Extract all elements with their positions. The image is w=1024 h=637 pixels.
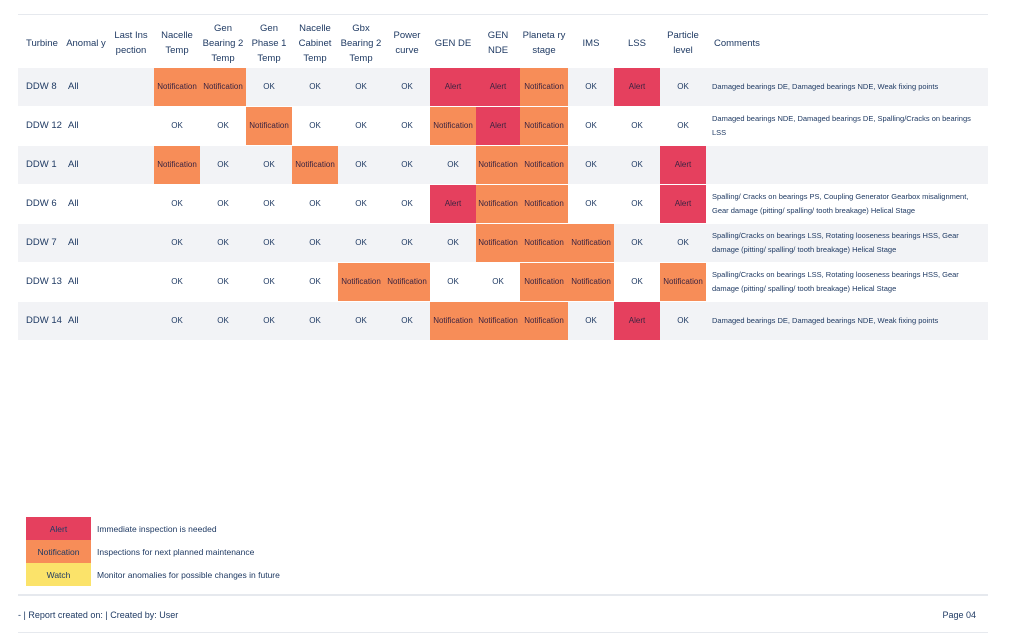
status-cell-gen-de: Alert xyxy=(430,68,476,107)
last-inspection-cell xyxy=(108,263,154,302)
status-cell-planetary-stage: Notification xyxy=(520,224,568,263)
status-cell-power-curve: OK xyxy=(384,68,430,107)
status-cell-gen-phase-1-temp: OK xyxy=(246,224,292,263)
table-row xyxy=(18,107,988,146)
status-cell-nacelle-temp: OK xyxy=(154,107,200,146)
comments-cell: Damaged bearings NDE, Damaged bearings DE, Spalling/Cracks on bearings LSS xyxy=(706,107,988,146)
status-cell-nacelle-cabinet-temp: Notification xyxy=(292,146,338,185)
status-cell-planetary-stage: Notification xyxy=(520,263,568,302)
status-cell-particle-level: OK xyxy=(660,68,706,107)
status-cell-gbx-bearing-2-temp: OK xyxy=(338,68,384,107)
status-cell-nacelle-cabinet-temp: OK xyxy=(292,302,338,341)
status-cell-nacelle-temp: OK xyxy=(154,185,200,224)
legend-description: Inspections for next planned maintenance xyxy=(97,546,255,557)
status-cell-lss: Alert xyxy=(614,68,660,107)
column-header-gen-nde: GEN NDE xyxy=(476,18,520,68)
status-cell-gen-bearing-2-temp: OK xyxy=(200,146,246,185)
status-cell-gbx-bearing-2-temp: OK xyxy=(338,224,384,263)
status-cell-ims: OK xyxy=(568,302,614,341)
turbine-cell: DDW 6 xyxy=(18,185,64,224)
status-cell-nacelle-temp: OK xyxy=(154,224,200,263)
status-cell-nacelle-cabinet-temp: OK xyxy=(292,263,338,302)
status-cell-planetary-stage: Notification xyxy=(520,302,568,341)
status-cell-gen-phase-1-temp: OK xyxy=(246,185,292,224)
status-cell-gen-nde: OK xyxy=(476,263,520,302)
status-cell-gen-bearing-2-temp: OK xyxy=(200,107,246,146)
status-cell-planetary-stage: Notification xyxy=(520,146,568,185)
last-inspection-cell xyxy=(108,68,154,107)
status-cell-particle-level: Alert xyxy=(660,146,706,185)
status-cell-lss: OK xyxy=(614,224,660,263)
status-cell-nacelle-cabinet-temp: OK xyxy=(292,68,338,107)
last-inspection-cell xyxy=(108,302,154,341)
anomaly-cell: All xyxy=(64,107,108,146)
column-header-turbine: Turbine xyxy=(18,18,64,68)
comments-cell: Spalling/Cracks on bearings LSS, Rotating looseness bearings HSS, Gear damage (pitting/ spalling/ tooth breakage) Helical Stage xyxy=(706,224,988,263)
legend-item-alert xyxy=(26,517,280,540)
comments-cell xyxy=(706,146,988,185)
turbine-cell: DDW 13 xyxy=(18,263,64,302)
status-cell-gen-de: OK xyxy=(430,263,476,302)
status-cell-gen-phase-1-temp: OK xyxy=(246,263,292,302)
status-cell-gen-nde: Notification xyxy=(476,224,520,263)
column-header-particle-level: Particle level xyxy=(660,18,706,68)
status-cell-power-curve: OK xyxy=(384,146,430,185)
status-cell-gen-nde: Notification xyxy=(476,302,520,341)
legend-item-watch xyxy=(26,563,280,586)
legend-swatch: Alert xyxy=(26,517,91,540)
status-cell-gen-phase-1-temp: OK xyxy=(246,302,292,341)
column-header-anomaly: Anomal y xyxy=(64,18,108,68)
status-cell-nacelle-temp: OK xyxy=(154,263,200,302)
status-cell-particle-level: Alert xyxy=(660,185,706,224)
anomaly-cell: All xyxy=(64,224,108,263)
legend-description: Monitor anomalies for possible changes in future xyxy=(97,569,280,580)
table-row xyxy=(18,185,988,224)
status-cell-planetary-stage: Notification xyxy=(520,185,568,224)
status-cell-gen-nde: Notification xyxy=(476,185,520,224)
status-cell-planetary-stage: Notification xyxy=(520,107,568,146)
table-row xyxy=(18,68,988,107)
table-row xyxy=(18,146,988,185)
status-cell-lss: OK xyxy=(614,263,660,302)
column-header-comments: Comments xyxy=(706,18,988,68)
status-cell-gbx-bearing-2-temp: OK xyxy=(338,107,384,146)
table-row xyxy=(18,224,988,263)
table-row xyxy=(18,302,988,341)
anomaly-cell: All xyxy=(64,146,108,185)
status-cell-gen-bearing-2-temp: OK xyxy=(200,263,246,302)
last-inspection-cell xyxy=(108,146,154,185)
column-header-gen-de: GEN DE xyxy=(430,18,476,68)
turbine-cell: DDW 7 xyxy=(18,224,64,263)
legend-item-notification xyxy=(26,540,280,563)
comments-cell: Spalling/Cracks on bearings LSS, Rotating looseness bearings HSS, Gear damage (pitting/ spalling/ tooth breakage) Helical Stage xyxy=(706,263,988,302)
anomaly-cell: All xyxy=(64,302,108,341)
status-cell-gen-de: Notification xyxy=(430,107,476,146)
status-cell-gen-phase-1-temp: Notification xyxy=(246,107,292,146)
status-legend xyxy=(26,517,280,586)
top-divider xyxy=(18,14,988,15)
bottom-divider xyxy=(18,632,988,633)
status-cell-particle-level: Notification xyxy=(660,263,706,302)
last-inspection-cell xyxy=(108,185,154,224)
last-inspection-cell xyxy=(108,107,154,146)
footer-divider xyxy=(18,594,988,596)
anomaly-cell: All xyxy=(64,263,108,302)
turbine-cell: DDW 14 xyxy=(18,302,64,341)
comments-cell: Damaged bearings DE, Damaged bearings NDE, Weak fixing points xyxy=(706,68,988,107)
status-cell-gen-de: Notification xyxy=(430,302,476,341)
status-cell-particle-level: OK xyxy=(660,302,706,341)
status-cell-gbx-bearing-2-temp: OK xyxy=(338,185,384,224)
status-cell-nacelle-temp: OK xyxy=(154,302,200,341)
status-cell-gen-nde: Alert xyxy=(476,68,520,107)
status-cell-planetary-stage: Notification xyxy=(520,68,568,107)
column-header-nacelle-temp: Nacelle Temp xyxy=(154,18,200,68)
status-cell-power-curve: OK xyxy=(384,185,430,224)
footer-report-info: - | Report created on: | Created by: User xyxy=(18,610,179,620)
status-cell-gbx-bearing-2-temp: OK xyxy=(338,146,384,185)
turbine-status-table xyxy=(18,18,988,341)
status-cell-gen-nde: Notification xyxy=(476,146,520,185)
status-cell-gen-bearing-2-temp: Notification xyxy=(200,68,246,107)
status-cell-gen-bearing-2-temp: OK xyxy=(200,185,246,224)
status-cell-gen-bearing-2-temp: OK xyxy=(200,302,246,341)
column-header-gen-bearing-2-temp: Gen Bearing 2 Temp xyxy=(200,18,246,68)
table-header-row xyxy=(18,18,988,68)
status-cell-lss: OK xyxy=(614,185,660,224)
comments-cell: Spalling/ Cracks on bearings PS, Coupling Generator Gearbox misalignment, Gear damage (pitting/ spalling/ tooth breakage) Helical Stage xyxy=(706,185,988,224)
table-body xyxy=(18,68,988,341)
status-cell-ims: OK xyxy=(568,146,614,185)
turbine-cell: DDW 8 xyxy=(18,68,64,107)
page-number: Page 04 xyxy=(942,610,976,620)
legend-swatch: Watch xyxy=(26,563,91,586)
status-cell-ims: OK xyxy=(568,68,614,107)
status-cell-power-curve: Notification xyxy=(384,263,430,302)
status-cell-nacelle-cabinet-temp: OK xyxy=(292,185,338,224)
column-header-power-curve: Power curve xyxy=(384,18,430,68)
column-header-gbx-bearing-2-temp: Gbx Bearing 2 Temp xyxy=(338,18,384,68)
status-cell-gen-phase-1-temp: OK xyxy=(246,68,292,107)
status-cell-lss: OK xyxy=(614,107,660,146)
column-header-lss: LSS xyxy=(614,18,660,68)
status-cell-ims: OK xyxy=(568,107,614,146)
status-cell-lss: OK xyxy=(614,146,660,185)
legend-description: Immediate inspection is needed xyxy=(97,523,217,534)
status-cell-gen-de: Alert xyxy=(430,185,476,224)
status-cell-power-curve: OK xyxy=(384,107,430,146)
anomaly-cell: All xyxy=(64,68,108,107)
comments-cell: Damaged bearings DE, Damaged bearings NDE, Weak fixing points xyxy=(706,302,988,341)
status-cell-lss: Alert xyxy=(614,302,660,341)
column-header-gen-phase-1-temp: Gen Phase 1 Temp xyxy=(246,18,292,68)
status-cell-nacelle-temp: Notification xyxy=(154,146,200,185)
turbine-cell: DDW 1 xyxy=(18,146,64,185)
column-header-nacelle-cabinet-temp: Nacelle Cabinet Temp xyxy=(292,18,338,68)
column-header-planetary-stage: Planeta ry stage xyxy=(520,18,568,68)
status-cell-power-curve: OK xyxy=(384,224,430,263)
status-cell-gen-phase-1-temp: OK xyxy=(246,146,292,185)
status-cell-gen-bearing-2-temp: OK xyxy=(200,224,246,263)
status-cell-nacelle-cabinet-temp: OK xyxy=(292,224,338,263)
status-cell-gen-de: OK xyxy=(430,224,476,263)
column-header-last-inspection: Last Ins pection xyxy=(108,18,154,68)
status-cell-ims: Notification xyxy=(568,224,614,263)
table-row xyxy=(18,263,988,302)
status-cell-gbx-bearing-2-temp: Notification xyxy=(338,263,384,302)
status-cell-power-curve: OK xyxy=(384,302,430,341)
status-cell-gen-de: OK xyxy=(430,146,476,185)
status-cell-gen-nde: Alert xyxy=(476,107,520,146)
last-inspection-cell xyxy=(108,224,154,263)
status-cell-particle-level: OK xyxy=(660,107,706,146)
turbine-cell: DDW 12 xyxy=(18,107,64,146)
column-header-ims: IMS xyxy=(568,18,614,68)
status-cell-nacelle-temp: Notification xyxy=(154,68,200,107)
status-cell-ims: Notification xyxy=(568,263,614,302)
status-cell-ims: OK xyxy=(568,185,614,224)
anomaly-cell: All xyxy=(64,185,108,224)
status-cell-particle-level: OK xyxy=(660,224,706,263)
legend-swatch: Notification xyxy=(26,540,91,563)
status-cell-gbx-bearing-2-temp: OK xyxy=(338,302,384,341)
status-cell-nacelle-cabinet-temp: OK xyxy=(292,107,338,146)
